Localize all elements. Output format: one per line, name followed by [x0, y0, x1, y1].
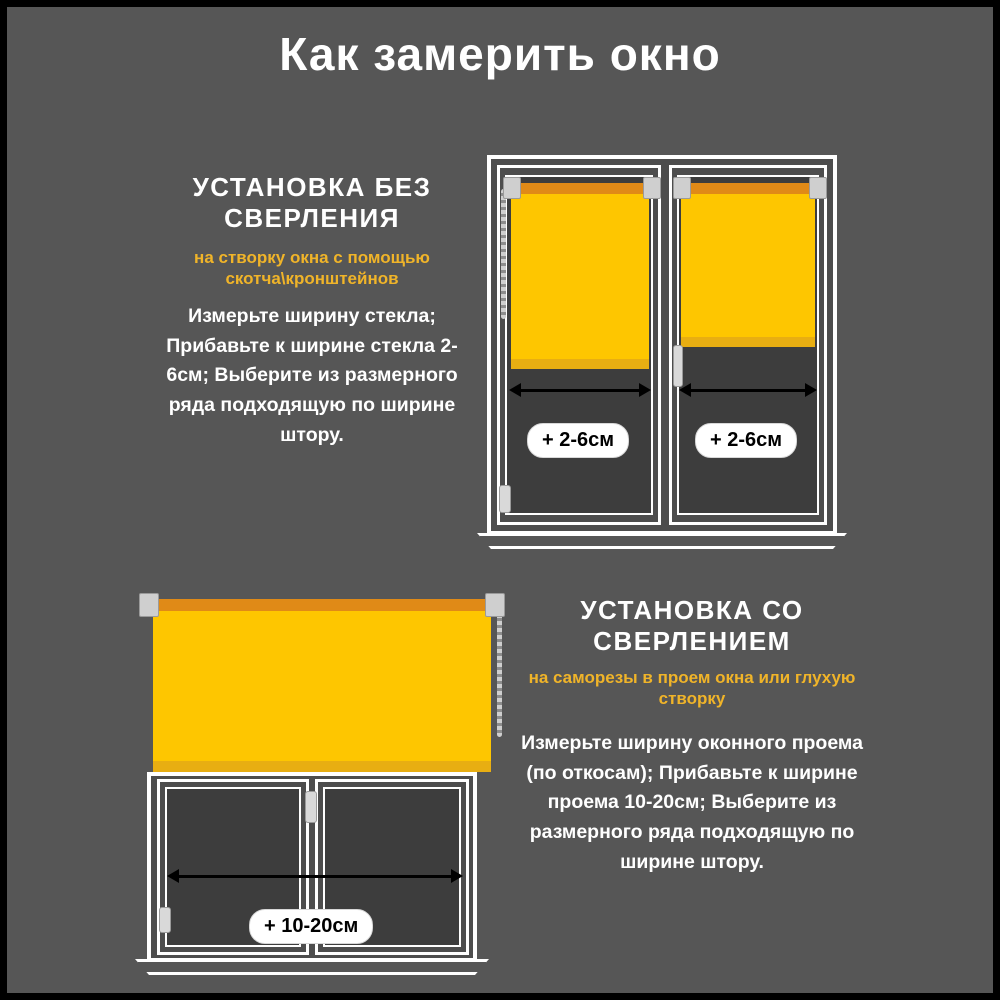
- blind-roller-tube: [147, 599, 497, 611]
- blind-bottom-bar: [153, 761, 491, 772]
- section-with-drilling-body: Измерьте ширину оконного проема (по откосам); Прибавьте к ширине проема 10-20см; Выберите из размерного ряда подходящую по ширине штору.: [521, 732, 863, 873]
- window-handle-icon: [305, 791, 317, 823]
- blind-chain: [497, 607, 502, 737]
- blind-bracket-icon: [643, 177, 661, 199]
- section-with-drilling-heading: УСТАНОВКА СО СВЕРЛЕНИЕМ: [580, 595, 804, 657]
- section-with-drilling-subheading: на саморезы в проем окна или глухую створку: [528, 668, 856, 709]
- measure-arrow-line: [521, 389, 639, 392]
- window-sill: [135, 959, 489, 975]
- blind-chain-left: [501, 189, 506, 319]
- measure-label-left-sash: + 2-6см: [527, 423, 629, 458]
- section-no-drilling-body: Измерьте ширину стекла; Прибавьте к ширине стекла 2-6см; Выберите из размерного ряда подходящую по ширине штору.: [166, 305, 458, 446]
- section-no-drilling-heading: УСТАНОВКА БЕЗ СВЕРЛЕНИЯ: [192, 172, 432, 234]
- measure-arrow-head-left: [679, 383, 691, 397]
- blind-bracket-icon: [503, 177, 521, 199]
- window-diagram-no-drilling: [477, 155, 847, 565]
- section-no-drilling-subheading: на створку окна с помощью скотча\кронштейнов: [194, 248, 430, 289]
- blind-bracket-icon: [485, 593, 505, 617]
- window-sill: [477, 533, 847, 549]
- window-handle-icon: [499, 485, 511, 513]
- window-diagram-with-drilling: [117, 587, 537, 987]
- measure-arrow-head-left: [167, 869, 179, 883]
- blind-bracket-icon: [673, 177, 691, 199]
- blind-bottom-bar-right: [681, 337, 815, 347]
- blind-fabric: [153, 610, 491, 765]
- blind-roller-tube-left: [507, 183, 653, 194]
- measure-arrow-line: [179, 875, 451, 878]
- measure-arrow-head-left: [509, 383, 521, 397]
- measure-label-opening: + 10-20см: [249, 909, 373, 944]
- blind-bracket-icon: [139, 593, 159, 617]
- measure-arrow-head-right: [639, 383, 651, 397]
- window-handle-icon: [673, 345, 683, 387]
- blind-fabric-left: [511, 193, 649, 363]
- page-title: Как замерить окно: [279, 28, 721, 80]
- measure-arrow-head-right: [451, 869, 463, 883]
- measure-arrow-line: [691, 389, 805, 392]
- window-handle-icon: [159, 907, 171, 933]
- poster-canvas: [7, 7, 993, 993]
- blind-roller-tube-right: [677, 183, 819, 194]
- blind-bottom-bar-left: [511, 359, 649, 369]
- blind-bracket-icon: [809, 177, 827, 199]
- measure-arrow-head-right: [805, 383, 817, 397]
- measure-label-right-sash: + 2-6см: [695, 423, 797, 458]
- blind-fabric-right: [681, 193, 815, 341]
